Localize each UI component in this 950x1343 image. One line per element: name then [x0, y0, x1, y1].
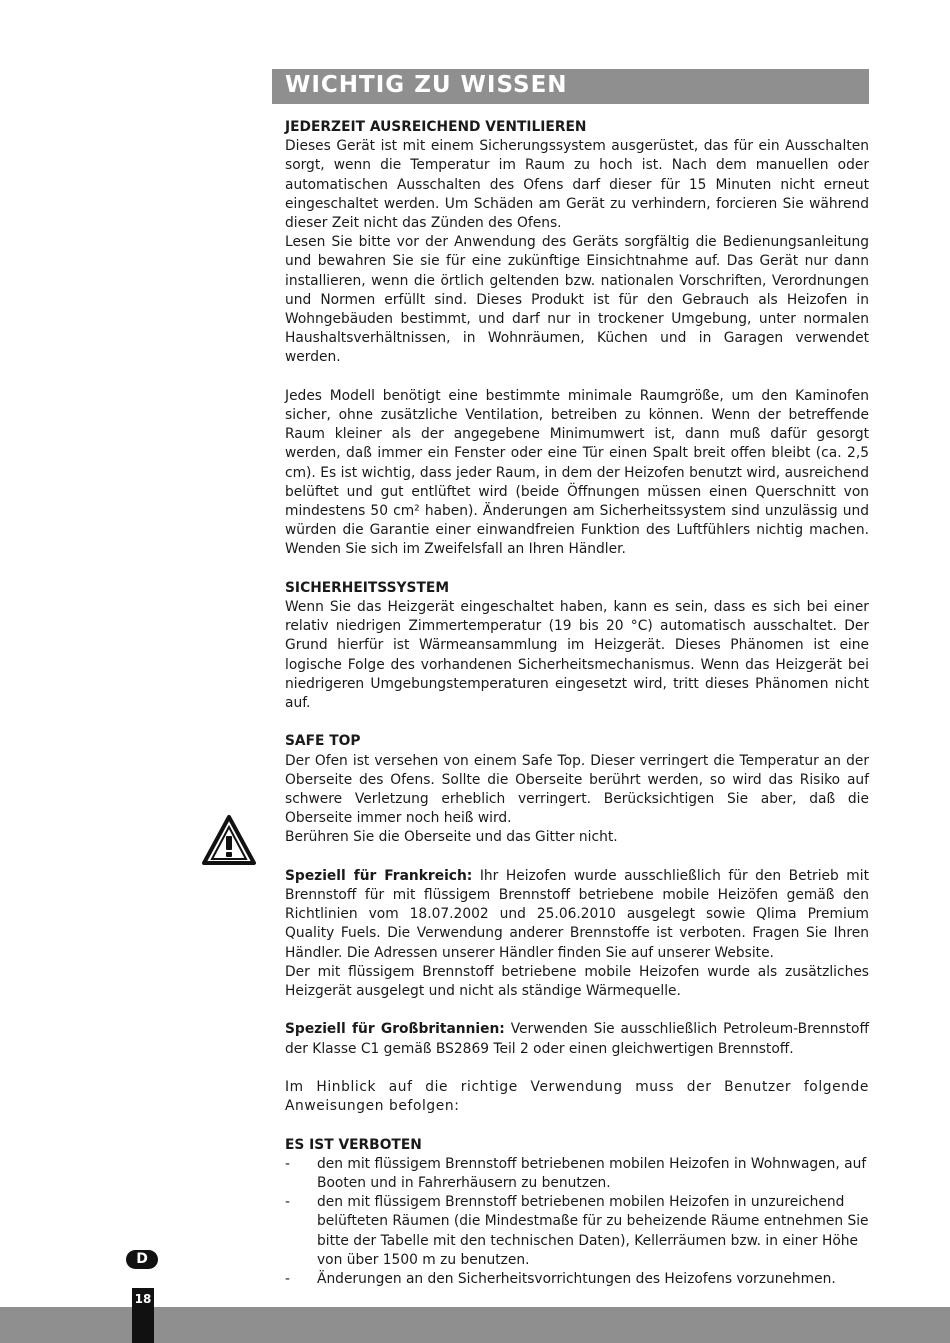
list-item	[285, 1193, 869, 1270]
document-body	[285, 118, 869, 1289]
dash-marker: -	[285, 1271, 290, 1288]
list-item-text: Änderungen an den Sicherheitsvorrichtungen des Heizofens vorzunehmen.	[317, 1271, 836, 1288]
heading-safety-system: SICHERHEITSSYSTEM	[285, 579, 450, 596]
paragraph-uk	[285, 1020, 869, 1058]
heading-ventilation: JEDERZEIT AUSREICHEND VENTILIEREN	[285, 119, 587, 135]
label-france: Speziell für Frankreich:	[285, 867, 473, 884]
language-badge: D	[126, 1250, 158, 1269]
paragraph: Im Hinblick auf die richtige Verwendung muss der Benutzer folgende Anweisungen befolgen:	[285, 1079, 869, 1115]
label-uk: Speziell für Großbritannien:	[285, 1021, 505, 1038]
page-title: WICHTIG ZU WISSEN	[285, 72, 568, 98]
heading-safe-top: SAFE TOP	[285, 733, 361, 750]
text-france: Ihr Heizofen wurde ausschließlich für den Betrieb mit Brennstoff für mit flüssigem Brennstoff betriebene mobile Heizöfen gemäß den Richtlinien vom 18.07.2002 und 25.06.2010 ausgelegt sowie Qlima Premium Quality Fuels. Die Verwendung anderer Brennstoffe ist verboten. Fragen Sie Ihren Händler. Die Adressen unserer Händler finden Sie auf unserer Website.	[285, 867, 869, 961]
paragraph: Wenn Sie das Heizgerät eingeschaltet haben, kann es sein, dass es sich bei einer relativ niedrigen Zimmertemperatur (19 bis 20 °C) automatisch ausschaltet. Der Grund hierfür ist Wärmeansammlung im Heizgerät. Dieses Phänomen ist eine logische Folge des vorhandenen Sicherheitsmechanismus. Wenn das Heizgerät bei niedrigeren Umgebungstemperaturen eingesetzt wird, tritt dieses Phänomen nicht auf.	[285, 599, 869, 712]
page-number-tab	[132, 1288, 154, 1343]
paragraph: Lesen Sie bitte vor der Anwendung des Geräts sorgfältig die Bedienungsanleitung und bewahren Sie sie für eine zukünftige Einsichtnahme auf. Das Gerät nur dann installieren, wenn die örtlich geltenden bzw. nationalen Vorschriften, Verordnungen und Normen erfüllt sind. Dieses Produkt ist für den Gebrauch als Heizofen in Wohngebäuden bestimmt, und darf nur in trockener Umgebung, unter normalen Haushaltsverhältnissen, in Wohnräumen, Küchen und in Garagen verwendet werden.	[285, 234, 869, 366]
paragraph: Dieses Gerät ist mit einem Sicherungssystem ausgerüstet, das für ein Ausschalten sorgt, wenn die Temperatur im Raum zu hoch ist. Nach dem manuellen oder automatischen Ausschalten des Ofens darf dieser für 15 Minuten nicht erneut eingeschaltet werden. Um Schäden am Gerät zu verhindern, forcieren Sie während dieser Zeit nicht das Zünden des Ofens.	[285, 138, 869, 232]
dash-marker: -	[285, 1155, 290, 1172]
paragraph: Der Ofen ist versehen von einem Safe Top. Dieser verringert die Temperatur an der Oberseite des Ofens. Sollte die Oberseite berührt werden, so wird das Risiko auf schwere Verletzung erheblich verringert. Berücksichtigen Sie aber, daß die Oberseite immer noch heiß wird.	[285, 752, 869, 827]
page-number: 18	[134, 1292, 152, 1306]
paragraph: Berühren Sie die Oberseite und das Gitter nicht.	[285, 829, 618, 846]
text-uk: Verwenden Sie ausschließlich Petroleum-Brennstoff der Klasse C1 gemäß BS2869 Teil 2 oder einen gleichwertigen Brennstoff.	[285, 1021, 869, 1057]
list-item	[285, 1270, 869, 1289]
warning-triangle-icon	[201, 814, 257, 866]
paragraph: Jedes Modell benötigt eine bestimmte minimale Raumgröße, um den Kaminofen sicher, ohne zusätzliche Ventilation, betreiben zu können. Wenn der betreffende Raum kleiner als der angegebene Minimumwert ist, dann muß dafür gesorgt werden, daß immer ein Fenster oder eine Tür einen Spalt breit offen bleibt (ca. 2,5 cm). Es ist wichtig, dass jeder Raum, in dem der Heizofen benutzt wird, ausreichend belüftet und gut entlüftet wird (beide Öffnungen müssen einen Querschnitt von mindestens 50 cm² haben). Änderungen am Sicherheitssystem sind unzulässig und würden die Garantie einer einwandfreien Funktion des Luftfühlers nichtig machen. Wenden Sie sich im Zweifelsfall an Ihren Händler.	[285, 387, 869, 558]
list-item-text: den mit flüssigem Brennstoff betriebenen mobilen Heizofen in Wohnwagen, auf Booten und in Fahrerhäusern zu benutzen.	[317, 1155, 867, 1192]
paragraph-france	[285, 867, 869, 963]
list-item	[285, 1155, 869, 1193]
forbidden-list	[285, 1155, 869, 1289]
dash-marker: -	[285, 1194, 290, 1211]
heading-forbidden: ES IST VERBOTEN	[285, 1136, 422, 1153]
paragraph: Der mit flüssigem Brennstoff betriebene mobile Heizofen wurde als zusätzliches Heizgerät ausgelegt und nicht als ständige Wärmequelle.	[285, 963, 869, 1000]
section-header-bar	[272, 69, 869, 104]
list-item-text: den mit flüssigem Brennstoff betriebenen mobilen Heizofen in unzureichend belüfteten Räumen (die Mindestmaße für zu beheizende Räume entnehmen Sie bitte der Tabelle mit den technischen Daten), Kellerräumen bzw. in einer Höhe von über 1500 m zu benutzen.	[317, 1194, 869, 1268]
